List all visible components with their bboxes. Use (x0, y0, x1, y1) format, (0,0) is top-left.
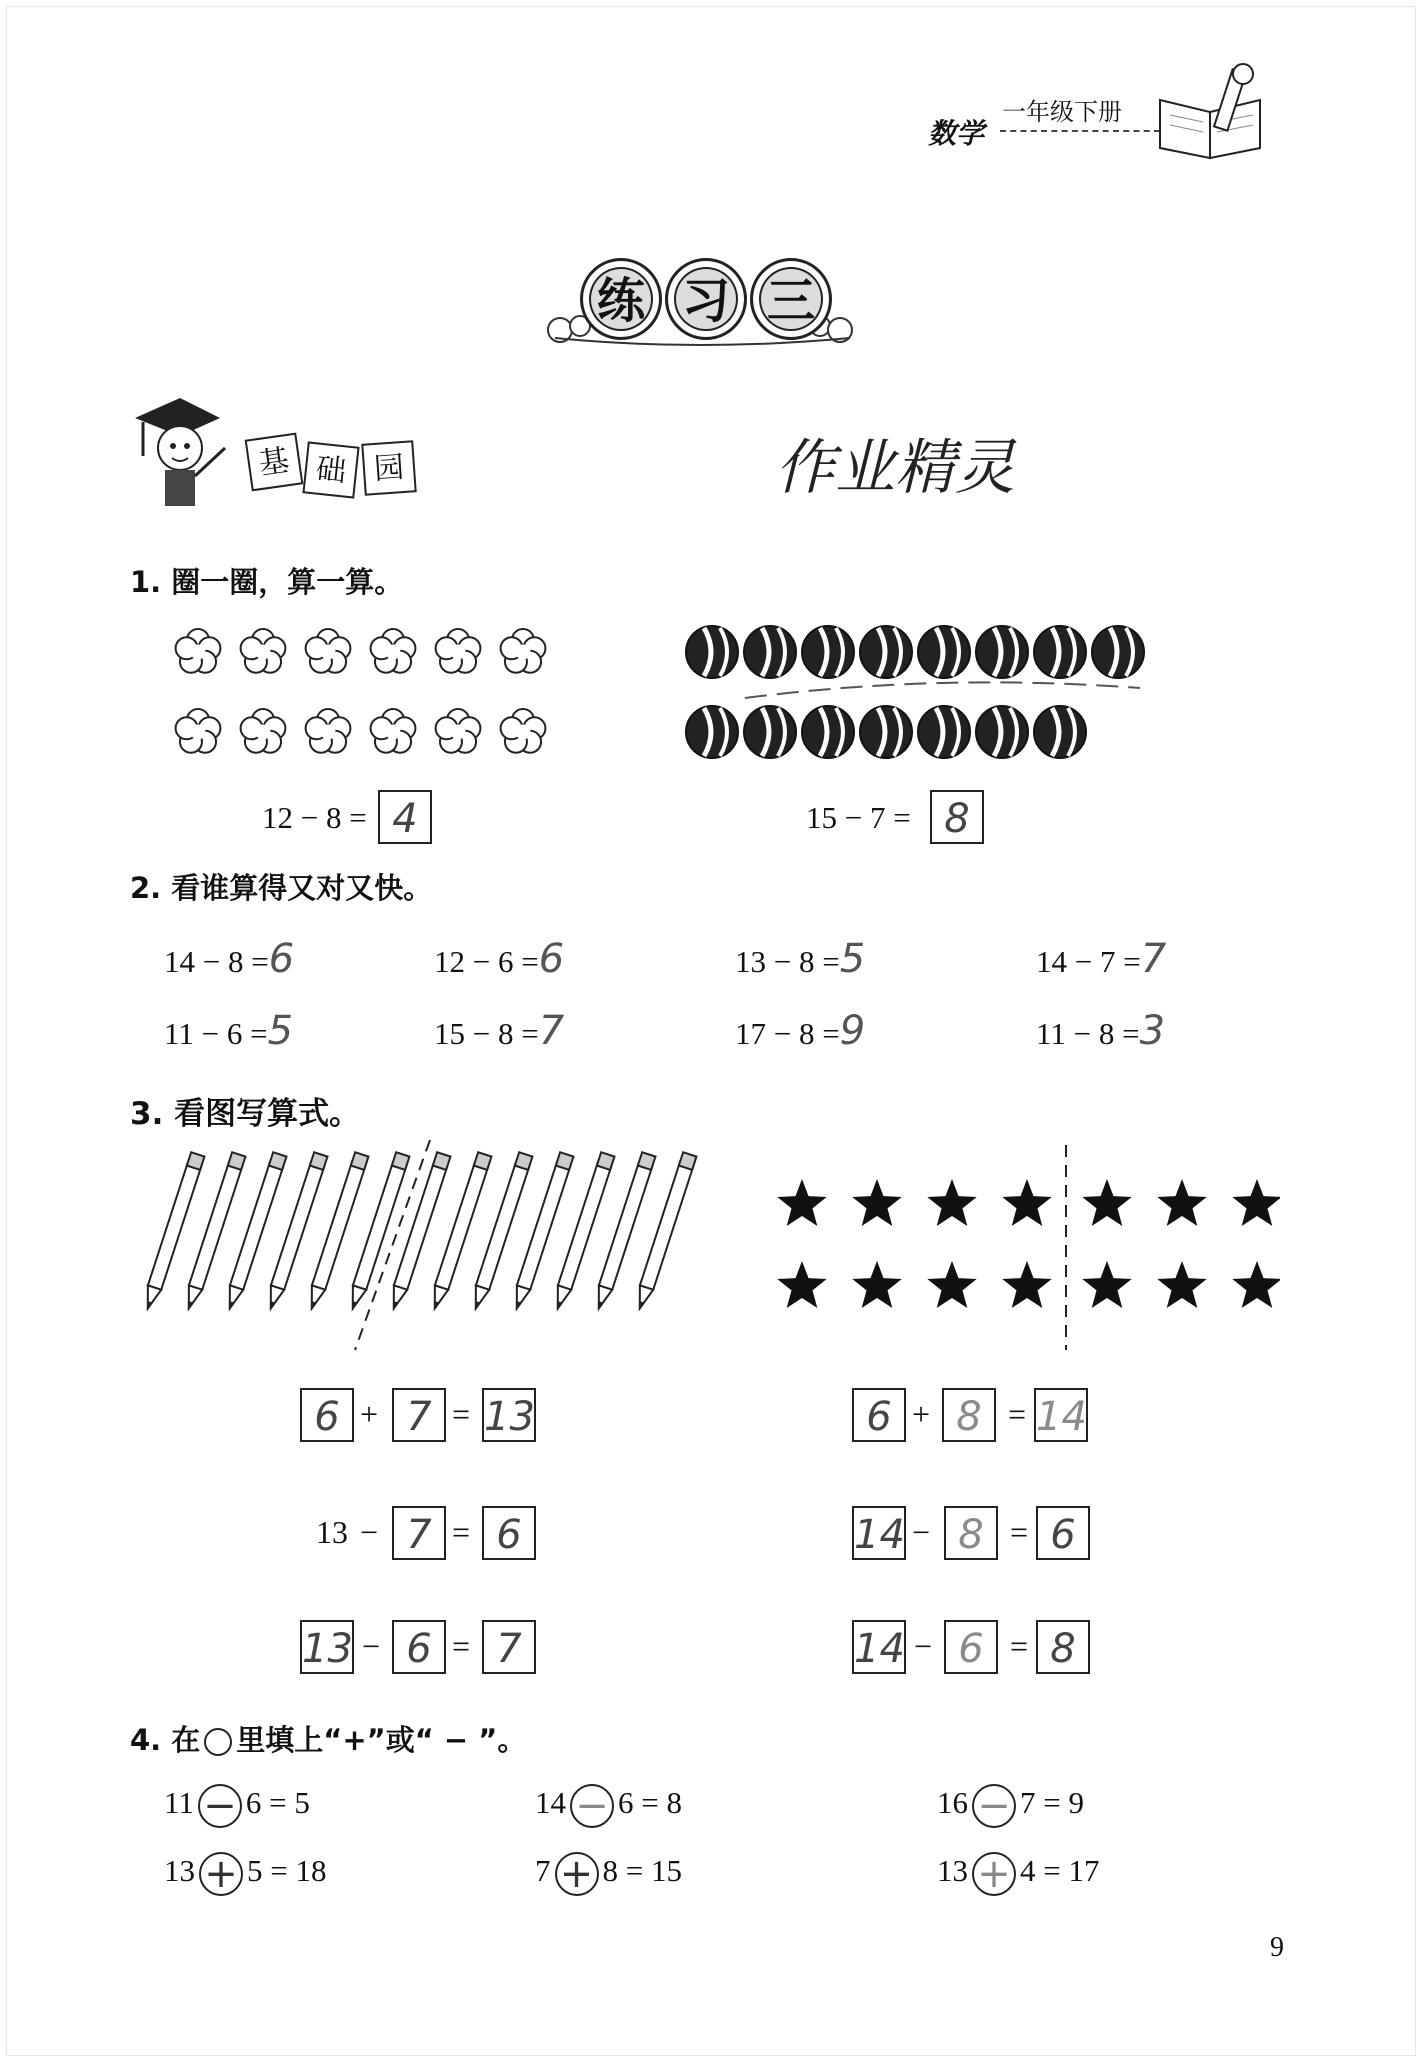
q3-right-row2-a: 14 (852, 1506, 906, 1560)
star-icon (1157, 1261, 1206, 1308)
star-icon (1002, 1261, 1051, 1308)
q3-right-row1-a: 6 (852, 1388, 906, 1442)
badge-char-3: 园 (361, 440, 417, 496)
flower-icon (436, 629, 481, 673)
star-icon (1157, 1179, 1206, 1226)
star-icon (927, 1179, 976, 1226)
q4-title: 4. 在 里填上“+”或“ − ”。 (130, 1723, 527, 1757)
q3-right-row2-eq: = (1010, 1514, 1029, 1550)
flower-icon (176, 709, 221, 753)
circle-marks (740, 668, 1160, 708)
q4-item: 13 + 5 = 18 (164, 1851, 327, 1897)
q2-item: 15 − 8 =7 (434, 1008, 565, 1054)
q3-right-row1-eq: = (1008, 1396, 1027, 1432)
q3-right-row2-op: − (912, 1514, 931, 1550)
q2-title: 2. 看谁算得又对又快。 (130, 871, 433, 905)
q3-left-row2-b: 7 (392, 1506, 446, 1560)
q1-left-answer: 4 (378, 790, 432, 844)
beach-ball-icon (686, 626, 738, 678)
q3-left-row3-eq: = (452, 1628, 471, 1664)
star-icon (852, 1261, 901, 1308)
beach-ball-icon (686, 706, 738, 758)
q3-left-row2-eq: = (452, 1514, 471, 1550)
q3-title: 3. 看图写算式。 (130, 1096, 361, 1132)
q3-left-row1-op: + (360, 1396, 379, 1432)
q3-left-row2-a: 13 (316, 1514, 348, 1550)
q4-item: 7 + 8 = 15 (535, 1851, 682, 1897)
flower-icon (501, 709, 546, 753)
flower-icon (241, 709, 286, 753)
q3-left-row1-a: 6 (300, 1388, 354, 1442)
q2-item: 14 − 7 =7 (1036, 936, 1167, 982)
header-rule (1000, 130, 1160, 132)
q4-item: 16 − 7 = 9 (937, 1783, 1084, 1829)
beach-ball-icon (918, 706, 970, 758)
flower-icon (306, 629, 351, 673)
header-subject: 数学 (928, 117, 985, 150)
flower-icon (306, 709, 351, 753)
star-icon (852, 1179, 901, 1226)
star-icon (1232, 1261, 1280, 1308)
q3-left-row1-b: 7 (392, 1388, 446, 1442)
beach-ball-icon (802, 706, 854, 758)
empty-circle-icon (204, 1728, 232, 1756)
q2-item: 13 − 8 =5 (735, 936, 866, 982)
q2-item: 11 − 8 =3 (1036, 1008, 1166, 1054)
header-grade: 一年级下册 (1002, 98, 1122, 126)
q3-right-row2-c: 6 (1036, 1506, 1090, 1560)
star-icon (777, 1261, 826, 1308)
beach-ball-icon (976, 706, 1028, 758)
star-icon (1232, 1179, 1280, 1226)
pencil-group (130, 1140, 710, 1360)
flower-group (170, 620, 570, 770)
q2-item: 12 − 6 =6 (434, 936, 565, 982)
flower-icon (436, 709, 481, 753)
page-number: 9 (1270, 1932, 1284, 1963)
q3-left-row3-b: 6 (392, 1620, 446, 1674)
beach-ball-icon (860, 706, 912, 758)
q2-item: 14 − 8 =6 (164, 936, 295, 982)
beach-ball-icon (744, 706, 796, 758)
q3-right-row1-b: 8 (942, 1388, 996, 1442)
q3-right-row1-op: + (912, 1396, 931, 1432)
q3-right-row3-c: 8 (1036, 1620, 1090, 1674)
q3-left-row3-c: 7 (482, 1620, 536, 1674)
q3-left-row1-eq: = (452, 1396, 471, 1432)
q3-right-row3-a: 14 (852, 1620, 906, 1674)
star-icon (1082, 1261, 1131, 1308)
star-icon (777, 1179, 826, 1226)
badge-char-1: 基 (245, 433, 304, 492)
q1-right-expr: 15 − 7 = (806, 800, 911, 835)
flower-icon (241, 629, 286, 673)
q4-item: 13 + 4 = 17 (937, 1851, 1100, 1897)
badge-char-2: 础 (302, 441, 359, 498)
q3-right-row3-op: − (914, 1628, 933, 1664)
star-icon (1002, 1179, 1051, 1226)
flower-icon (371, 709, 416, 753)
star-icon (1082, 1179, 1131, 1226)
star-icon (927, 1261, 976, 1308)
book-pencil-icon (1155, 60, 1275, 160)
title-char-2: 习 (665, 258, 747, 340)
q3-right-row1-c: 14 (1034, 1388, 1088, 1442)
graduate-mascot-icon (125, 378, 255, 518)
q2-item: 17 − 8 =9 (735, 1008, 866, 1054)
star-group (760, 1140, 1280, 1360)
q3-right-row2-b: 8 (944, 1506, 998, 1560)
q3-left-row3-a: 13 (300, 1620, 354, 1674)
q3-left-row3-op: − (362, 1628, 381, 1664)
q3-left-row1-c: 13 (482, 1388, 536, 1442)
q3-right-row3-eq: = (1010, 1628, 1029, 1664)
q3-left-row2-op: − (360, 1514, 379, 1550)
q1-left-expr: 12 − 8 = (262, 800, 367, 835)
title-char-1: 练 (580, 258, 662, 340)
title-char-3: 三 (750, 258, 832, 340)
handwritten-note: 作业精灵 (775, 433, 1015, 503)
q1-title: 1. 圈一圈，算一算。 (130, 565, 404, 599)
q4-item: 11 − 6 = 5 (164, 1783, 310, 1829)
q3-left-row2-c: 6 (482, 1506, 536, 1560)
flower-icon (371, 629, 416, 673)
flower-icon (176, 629, 221, 673)
flower-icon (501, 629, 546, 673)
q3-right-row3-b: 6 (944, 1620, 998, 1674)
beach-ball-icon (1034, 706, 1086, 758)
q2-item: 11 − 6 =5 (164, 1008, 294, 1054)
q4-item: 14 − 6 = 8 (535, 1783, 682, 1829)
q1-right-answer: 8 (930, 790, 984, 844)
